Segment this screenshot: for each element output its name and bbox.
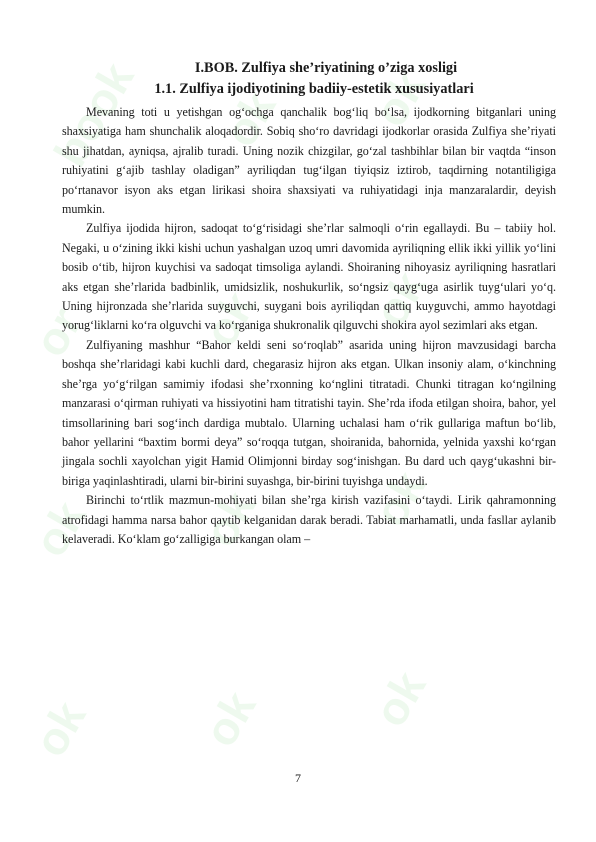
paragraph-2: Zulfiya ijodida hijron, sadoqat to‘g‘risidagi she’rlar salmoqli o‘rin egallaydi. Bu – tabiiy hol. Negaki, u o‘zining ikki kishi uchun yashalgan uzoq umri davomida ayriliqning ellik ikki yillik yo‘lini bosib o‘tib, hijron kuychisi va sadoqat timsoliga aylandi. Shoiraning nihoyasiz ayriliqning hasratlari aks etgan she’rlarida badbinlik, umidsizlik, noshukurlik, so‘ngsiz qayg‘uga asirlik tuyg‘ulari yo‘q. Uning hijronzada she’rlarida suyguvchi, suygani bois ayriliqdan qattiq kuyguvchi, ammo hayotdagi yorug‘liklarni ko‘ra olguvchi va ko‘rganiga shukronalik qilguvchi shokira ayol sezimlari aks etgan. (62, 221, 556, 333)
page-content (62, 58, 556, 549)
svg-text:ok: ok (23, 492, 96, 565)
page-number: 7 (295, 771, 301, 785)
section-title: 1.1. Zulfiya ijodiyotining badiiy-estetik xususiyatlari (154, 81, 474, 97)
svg-text:ok: ok (23, 692, 96, 765)
svg-text:ok: ok (363, 62, 436, 135)
chapter-title: I.BOB. Zulfiya she’riyatining o’ziga xosligi (194, 60, 458, 76)
paragraph-3: Zulfiyaning mashhur “Bahor keldi seni so‘roqlab” asarida uning hijron mavzusidagi barcha boshqa she’rlaridagi kabi kuchli dard, chegarasiz hijron aks etgan. Ulkan insoniy alam, o‘kinchning she’rga yo‘g‘rilgan samimiy ifodasi she’rxonning ko‘nglini titratadi. Chunki titragan ko‘ngilning manzarasi o‘qirman ruhiyati va hissiyotini ham titratishi tayin. She’rda ifoda etilgan shoira, bahor, yel timsollarining bari sog‘inch dardiga mubtalo. Ularning uchalasi ham o‘rik gullariga maftun bo‘lib, bahor yellarini “baxtim bormi deya” so‘roqqa tutgan, shoiranida, bahornida, yelnida yaxshi ko‘rgan jingala sochli xayolchan yigit Hamid Olimjonni birday sog‘inishgan. Bu dard uch qayg‘ukashni bir-biriga yaqinlashtiradi, ularni bir-birini suyashga, bir-birini tuyishga undaydi. (62, 337, 556, 488)
svg-text:ok: ok (193, 482, 266, 555)
svg-text:ok: ok (213, 82, 286, 155)
svg-text:book: book (43, 53, 144, 176)
paragraph-1: Mevaning toti u yetishgan og‘ochga qanchalik bog‘liq bo‘lsa, ijodkorning bitganlari uning shaxsiyatiga ham shunchalik aloqadordir. Sobiq sho‘ro davridagi ijodkorlar orasida Zulfiya she’riyati shu jihatdan, ayniqsa, ajralib turadi. Uning nozik chizgilar, go‘zal tashbihlar bilan bir vaqtda “inson ruhiyatini g‘ajib tashlay oladigan” ayriliqdan tug‘ilgan tiyiqsiz iztirob, taqdirning notantiligiga po‘rtanavor isyon aks etgan lirikasi shoira shaxsiyati va ruhiyatidagi inja manzaralardir, deyish mumkin. (62, 105, 556, 217)
svg-text:ok: ok (193, 682, 266, 755)
svg-text:ok: ok (193, 282, 266, 355)
svg-text:ok: ok (363, 662, 436, 735)
svg-text:or: or (23, 299, 92, 365)
svg-text:ok: ok (363, 462, 436, 535)
paragraph-4: Birinchi to‘rtlik mazmun-mohiyati bilan she’rga kirish vazifasini o‘taydi. Lirik qahramonning atrofidagi hamma narsa bahor qaytib kelganidan darak beradi. Tabiat marhamatli, unda fasllar aylanib kelaveradi. Ko‘klam go‘zalligiga burkangan olam – (62, 493, 556, 546)
svg-text:ok: ok (363, 262, 436, 335)
